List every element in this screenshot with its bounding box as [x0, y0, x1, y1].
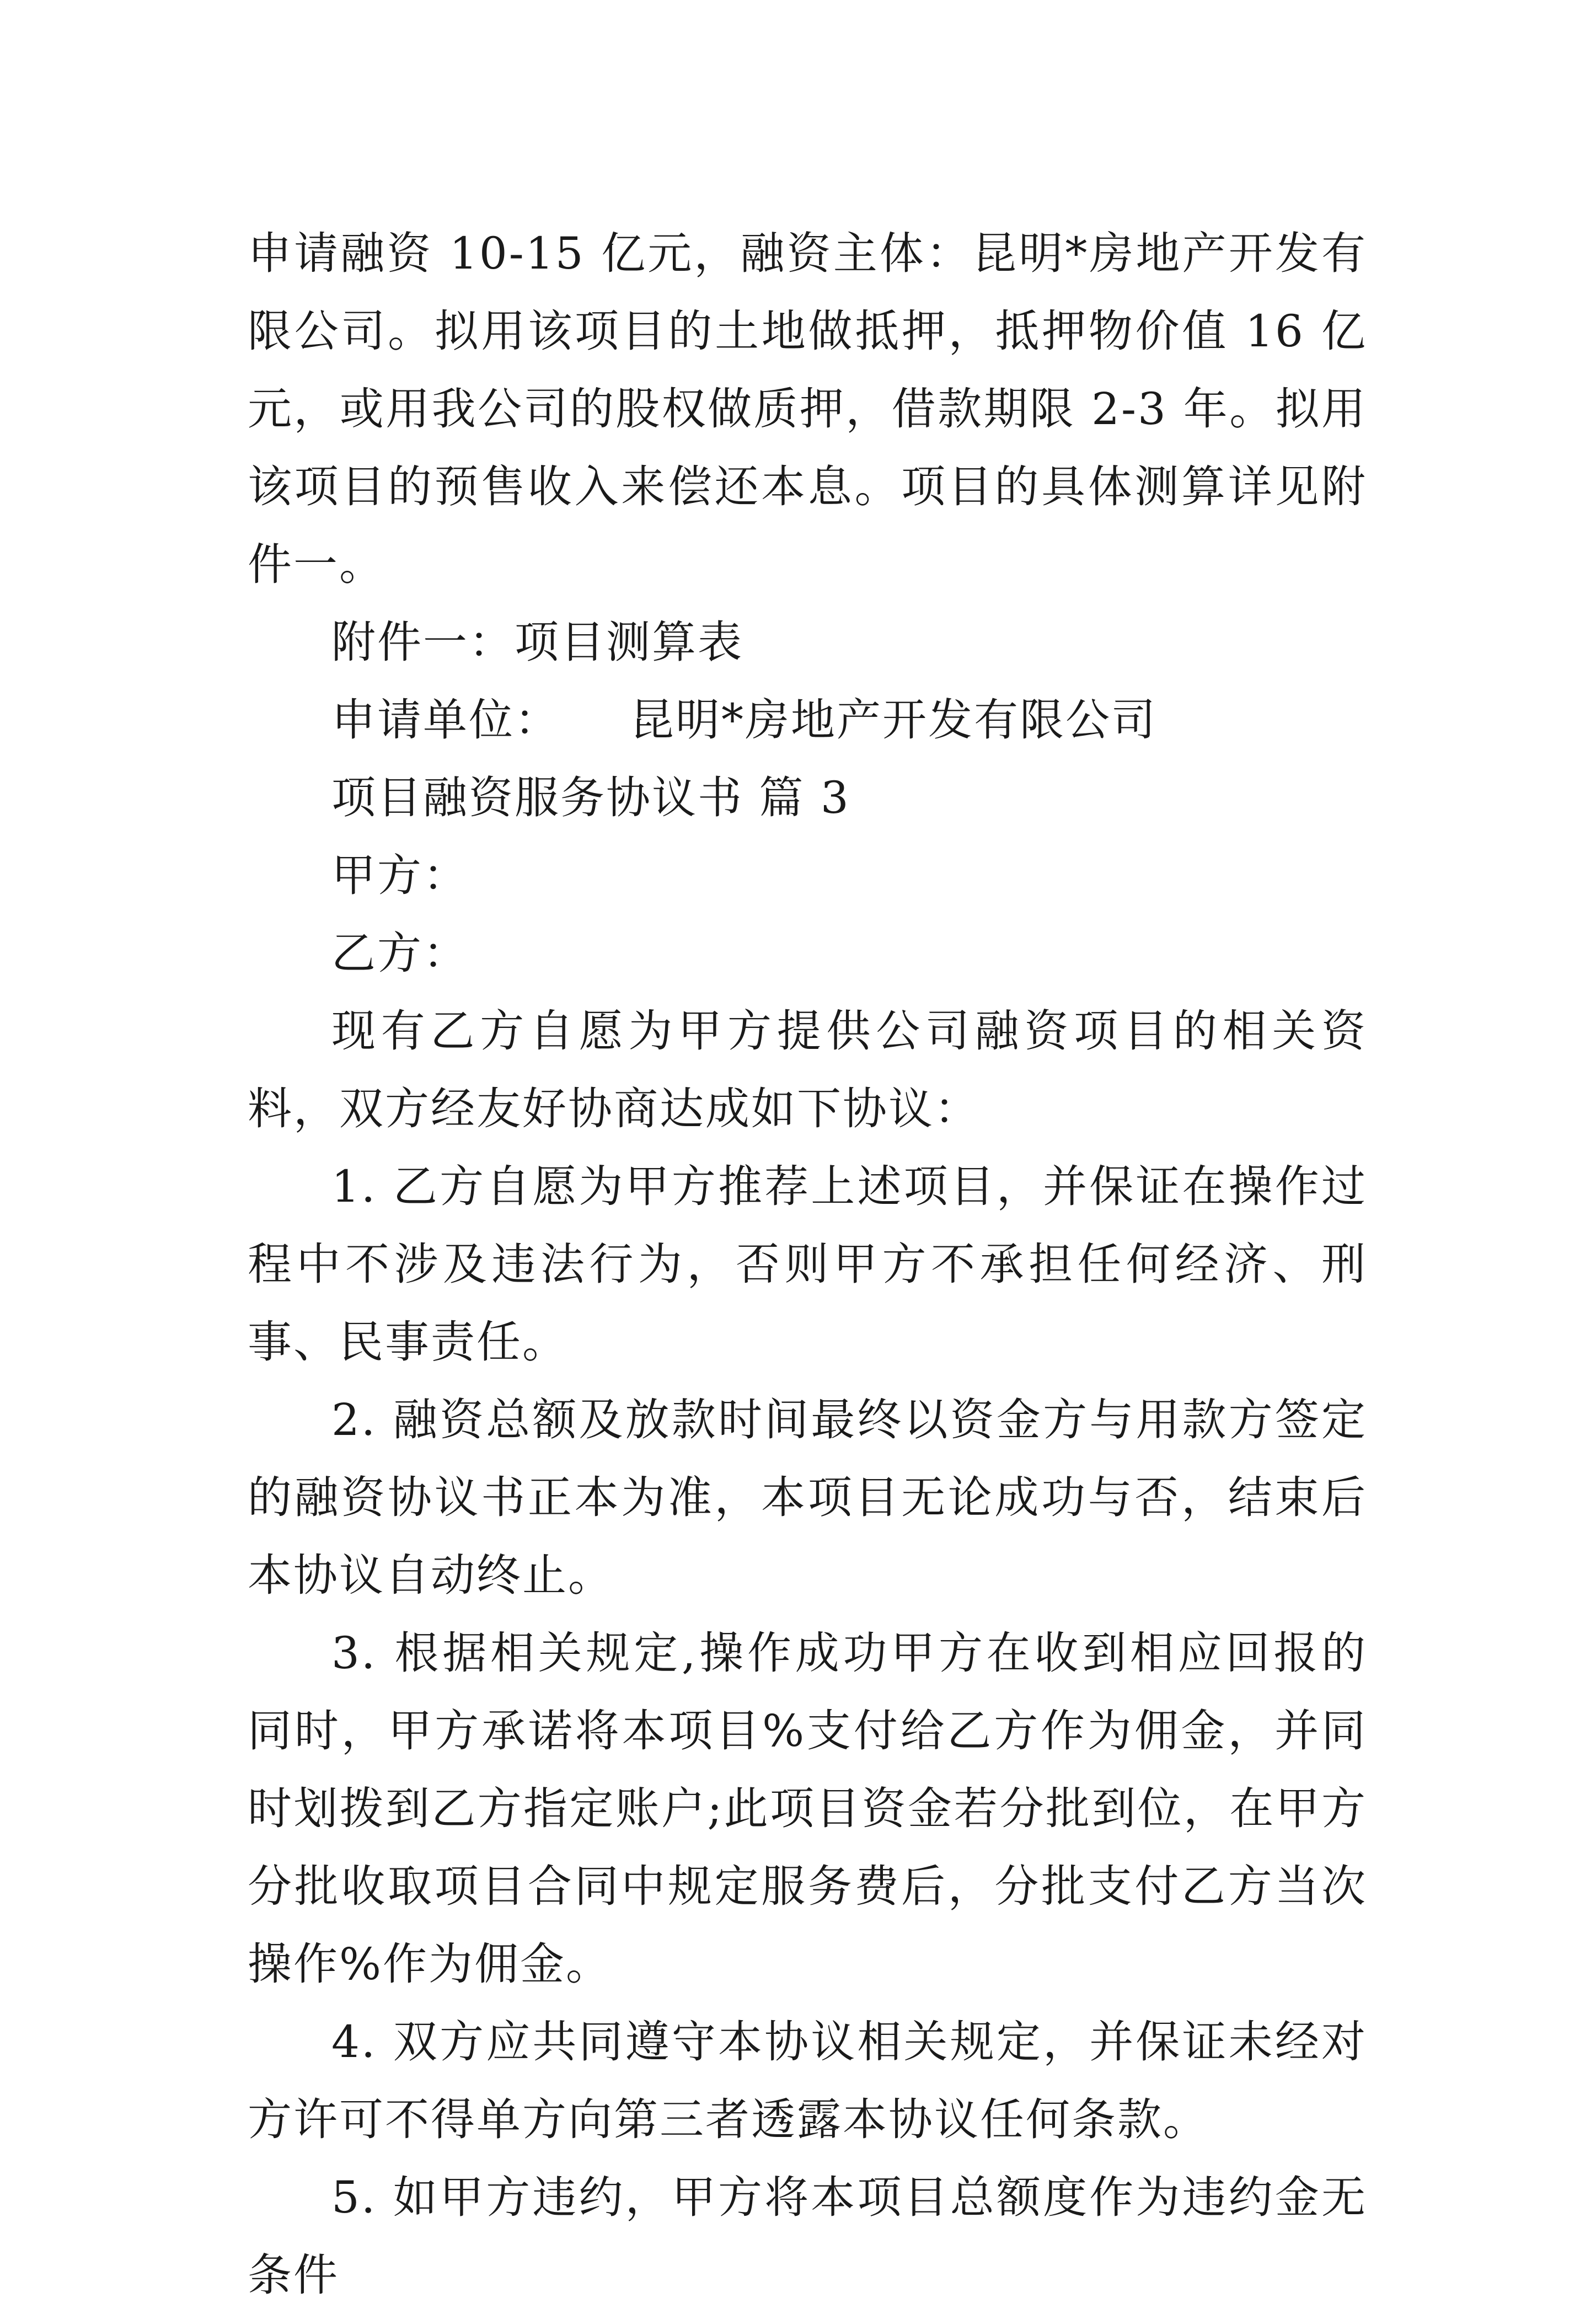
paragraph-preamble: 现有乙方自愿为甲方提供公司融资项目的相关资料，双方经友好协商达成如下协议： [248, 1005, 1367, 1134]
clause-3: 3. 根据相关规定,操作成功甲方在收到相应回报的同时，甲方承诺将本项目%支付给乙方作为佣金，并同时划拨到乙方指定账户;此项目资金若分批到位，在甲方分批收取项目合同中规定服务费后，分批支付乙方当次操作%作为佣金。 [248, 1627, 1367, 1990]
paragraph-applicant: 申请单位： 昆明*房地产开发有限公司 [331, 694, 1157, 746]
paragraph-attachment-one: 附件一：项目测算表 [331, 617, 743, 668]
clause-5: 5. 如甲方违约，甲方将本项目总额度作为违约金无条件 [248, 2172, 1367, 2301]
party-a-label: 甲方： [331, 850, 469, 901]
clause-1: 1. 乙方自愿为甲方推荐上述项目，并保证在操作过程中不涉及违法行为，否则甲方不承担任何经济、刑事、民事责任。 [248, 1161, 1367, 1368]
clause-2: 2. 融资总额及放款时间最终以资金方与用款方签定的融资协议书正本为准，本项目无论成功与否，结束后本协议自动终止。 [248, 1394, 1367, 1601]
paragraph-financing-request: 申请融资 10-15 亿元，融资主体：昆明*房地产开发有限公司。拟用该项目的土地做抵押，抵押物价值 16 亿元，或用我公司的股权做质押，借款期限 2-3 年。拟用该项目的预售收入来偿还本息。项目的具体测算详见附件一。 [248, 228, 1367, 590]
party-b-label: 乙方： [331, 928, 469, 979]
clause-4: 4. 双方应共同遵守本协议相关规定，并保证未经对方许可不得单方向第三者透露本协议任何条款。 [248, 2016, 1367, 2145]
document-body [248, 215, 1367, 2314]
section-title: 项目融资服务协议书 篇 3 [331, 772, 850, 823]
